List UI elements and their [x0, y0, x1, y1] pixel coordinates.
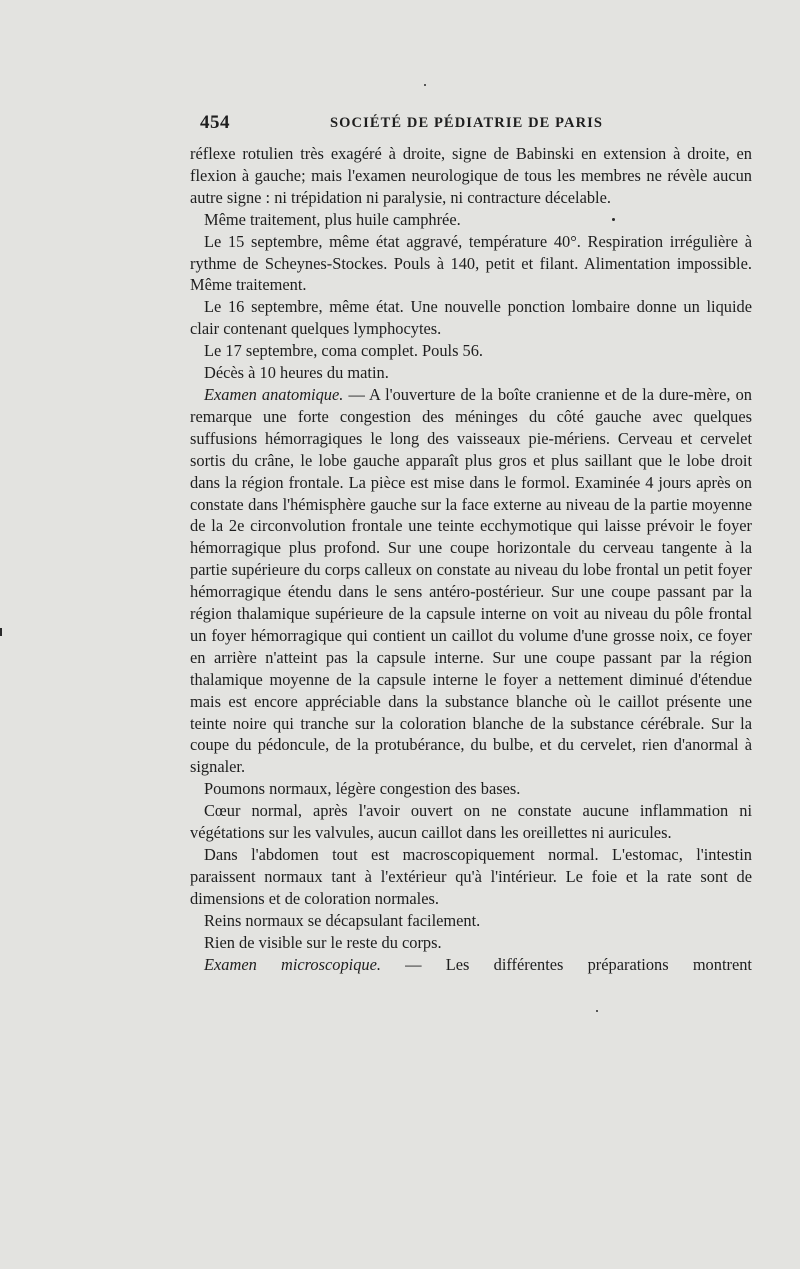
- paragraph: Le 15 septembre, même état aggravé, température 40°. Respiration irrégulière à rythme de Scheynes-Stockes. Pouls à 140, petit et filant. Alimentation impossible. Même traitement.: [190, 231, 752, 295]
- paragraph: Rien de visible sur le reste du corps.: [204, 932, 442, 952]
- scan-speck: [596, 1010, 598, 1012]
- page-number: 454: [200, 112, 230, 133]
- paragraph: Examen microscopique. — Les différentes préparations montrent: [204, 954, 752, 974]
- scan-speck: [612, 218, 615, 221]
- paragraph: Poumons normaux, légère congestion des bases.: [204, 779, 521, 799]
- page-header: [200, 112, 752, 136]
- body-text: [190, 143, 752, 975]
- paragraph: Le 17 septembre, coma complet. Pouls 56.: [204, 341, 484, 361]
- paragraph: réflexe rotulien très exagéré à droite, signe de Babinski en extension à droite, en flexion à gauche; mais l'examen neurologique de tous les membres ne révèle aucun autre signe : ni trépidation ni paralysie, ni contracture décelable.: [190, 144, 752, 207]
- section-lead: Examen anatomique.: [204, 384, 344, 404]
- paragraph: Cœur normal, après l'avoir ouvert on ne constate aucune inflammation ni végétations sur les valvules, aucun caillot dans les oreillettes ni auricules.: [190, 801, 752, 843]
- section-lead: Examen microscopique.: [204, 954, 381, 974]
- scan-edge-mark: [0, 628, 2, 636]
- paragraph: Décès à 10 heures du matin.: [204, 363, 389, 383]
- running-title: SOCIÉTÉ DE PÉDIATRIE DE PARIS: [330, 115, 604, 131]
- paragraph: Le 16 septembre, même état. Une nouvelle ponction lombaire donne un liquide clair contenant quelques lymphocytes.: [190, 297, 752, 339]
- paragraph: Même traitement, plus huile camphrée.: [204, 209, 461, 229]
- paragraph: Examen anatomique. — A l'ouverture de la boîte cranienne et de la dure-mère, on remarque une forte congestion des méninges du côté gauche avec quelques suffusions hémorragiques le long des vaisseaux pie-mériens. Cerveau et cervelet sortis du crâne, le lobe gauche apparaît plus gros et plus saillant que le lobe droit dans la région frontale. La pièce est mise dans le formol. Examinée 4 jours après on constate dans l'hémisphère gauche sur la face externe au niveau de la partie moyenne de la 2e circonvolution frontale une teinte ecchymotique qui laisse prévoir le foyer hémorragique plus profond. Sur une coupe horizontale du cerveau tangente à la partie supérieure du corps calleux on constate au niveau du lobe frontal un petit foyer hémorragique étendu dans le sens antéro-postérieur. Sur une coupe passant par la région thalamique supérieure de la capsule interne on voit au niveau du pôle frontal un foyer hémorragique qui contient un caillot du volume d'une grosse noix, ce foyer en arrière n'atteint pas la capsule interne. Sur une coupe passant par la région thalamique moyenne de la capsule interne le foyer a nettement diminué d'étendue mais est encore appréciable dans la substance blanche où le caillot présente une teinte noire qui tranche sur la coloration blanche de la substance cérébrale. Sur la coupe du pédoncule, de la protubérance, du bulbe, et du cervelet, rien d'anormal à signaler.: [190, 384, 752, 777]
- paragraph: Reins normaux se décapsulant facilement.: [204, 910, 481, 930]
- scan-speck: [424, 84, 426, 86]
- paragraph: Dans l'abdomen tout est macroscopiquement normal. L'estomac, l'intestin paraissent normaux tant à l'extérieur qu'à l'intérieur. Le foie et la rate sont de dimensions et de coloration normales.: [190, 845, 752, 908]
